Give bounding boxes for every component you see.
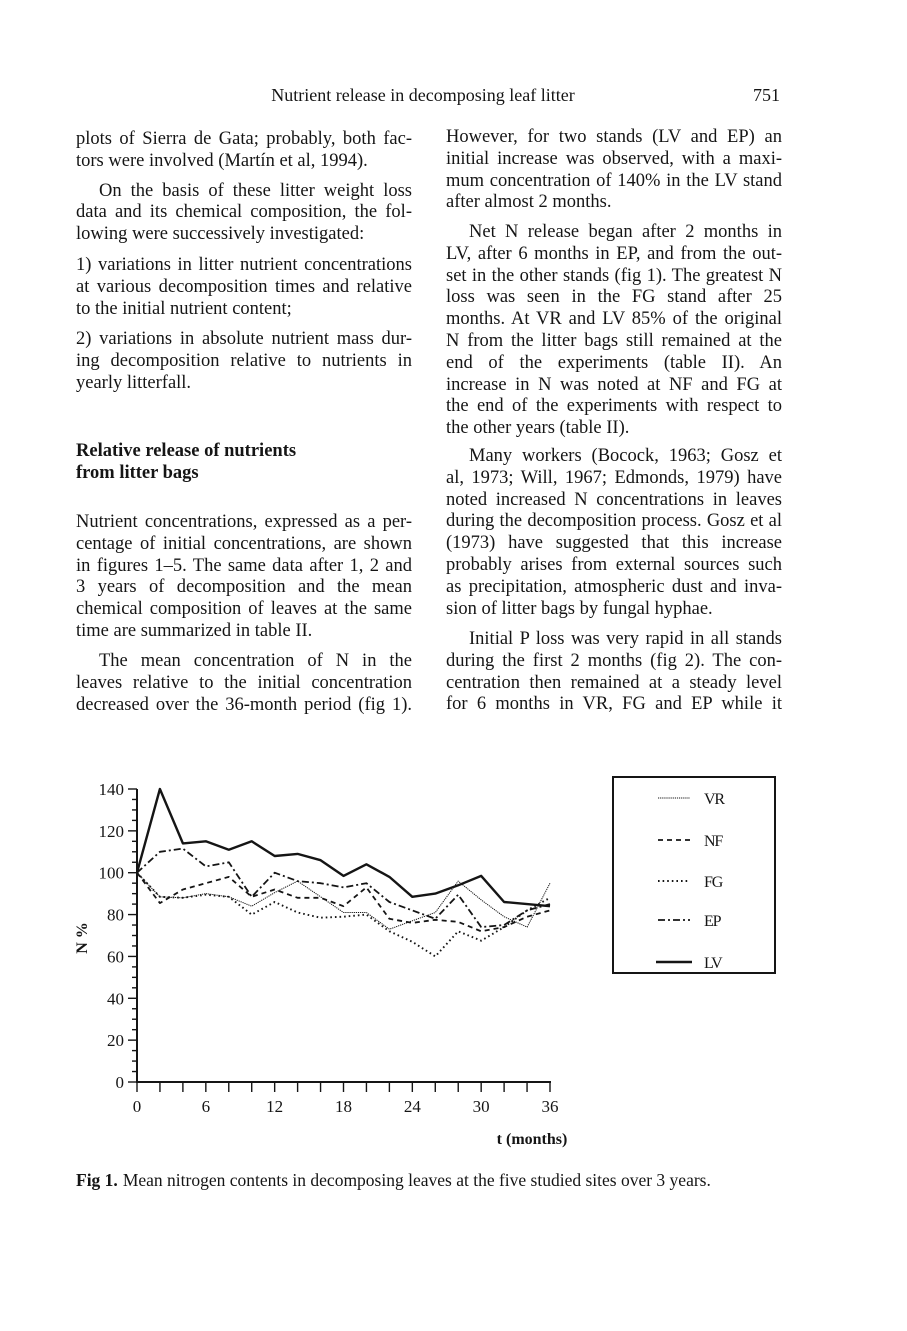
text-line: in figures 1–5. The same data after 1, 2 and — [76, 555, 412, 576]
text-line: lowing were successively investigated: — [76, 224, 365, 245]
paragraph — [76, 181, 412, 246]
text-line: chemical composition of leaves at the same — [76, 599, 412, 620]
x-tick-label: 18 — [335, 1097, 352, 1116]
figure-label: Fig 1. — [76, 1170, 118, 1190]
text-line: The mean concentration of N in the — [99, 651, 412, 671]
legend-label-vr: VR — [704, 791, 724, 808]
y-tick-label: 60 — [107, 947, 124, 967]
text-line: Many workers (Bocock, 1963; Gosz et — [469, 446, 782, 466]
text-line: end of the experiments (table II). An — [446, 352, 782, 373]
text-line: during the first 2 months (fig 2). The con- — [446, 650, 782, 671]
text-line: leaves relative to the initial concentration — [76, 672, 412, 693]
text-line: Nutrient concentrations, expressed as a per- — [76, 512, 412, 532]
list-item — [76, 255, 412, 320]
right-column — [446, 0, 782, 740]
text-line: yearly litterfall. — [76, 372, 192, 393]
text-line: loss was seen in the FG stand after 25 — [446, 287, 782, 308]
y-tick-label: 0 — [115, 1073, 124, 1092]
figure-caption-text: Mean nitrogen contents in decomposing leaves at the five studied sites over 3 years. — [122, 1170, 711, 1190]
text-line: ing decomposition relative to nutrients in — [76, 350, 412, 371]
series-line-nf — [137, 873, 550, 932]
list-item — [76, 329, 412, 394]
text-line: time are summarized in table II. — [76, 620, 313, 641]
text-line: at various decomposition times and relative — [76, 276, 412, 297]
text-line: sion of litter bags by fungal hyphae. — [446, 598, 713, 619]
text-line: decreased over the 36-month period (fig 1). — [76, 694, 412, 715]
paragraph — [446, 629, 782, 716]
heading-line: from litter bags — [76, 462, 199, 483]
text-line: for 6 months in VR, FG and EP while it — [446, 694, 782, 715]
paragraph — [446, 446, 782, 620]
y-tick-label: 80 — [107, 905, 124, 925]
series-line-ep — [137, 849, 550, 928]
paragraph — [446, 222, 782, 440]
text-line: tors were involved (Martín et al, 1994). — [76, 150, 368, 171]
section-heading — [76, 441, 412, 485]
x-tick-label: 36 — [541, 1097, 559, 1116]
heading-line: Relative release of nutrients — [76, 441, 297, 461]
paragraph — [76, 512, 412, 643]
text-line: On the basis of these litter weight loss — [99, 180, 412, 201]
text-line: LV, after 6 months in EP, and from the out- — [446, 243, 782, 264]
text-line: mum concentration of 140% in the LV stand — [446, 170, 782, 191]
legend-box — [613, 777, 775, 973]
text-line: after almost 2 months. — [446, 192, 612, 213]
text-line: N from the litter bags still remained at the — [446, 330, 782, 351]
text-line: centage of initial concentrations, are shown — [76, 533, 412, 554]
text-line: probably arises from external sources such — [446, 554, 782, 575]
y-tick-label: 120 — [98, 821, 124, 841]
x-axis-title: t (months) — [496, 1131, 568, 1148]
text-line: data and its chemical composition, the fol- — [76, 202, 412, 223]
text-line: 3 years of decomposition and the mean — [76, 577, 412, 598]
text-line: as precipitation, atmospheric dust and inva- — [446, 576, 782, 597]
text-line: months. At VR and LV 85% of the original — [446, 309, 782, 330]
text-line: increase in N was noted at NF and FG at — [446, 374, 782, 395]
left-column — [76, 0, 412, 740]
x-tick-label: 12 — [266, 1097, 284, 1116]
paragraph — [76, 651, 412, 716]
text-line: set in the other stands (fig 1). The greatest N — [446, 265, 782, 286]
y-tick-label: 20 — [107, 1031, 124, 1051]
nitrogen-line-chart — [0, 740, 907, 1180]
y-tick-label: 140 — [98, 780, 124, 799]
text-line: Net N release began after 2 months in — [469, 222, 782, 242]
text-line: noted increased N concentrations in leaves — [446, 489, 782, 510]
text-line: initial increase was observed, with a maxi- — [446, 148, 782, 169]
paragraph — [76, 129, 412, 173]
legend — [613, 777, 775, 973]
x-tick-label: 6 — [201, 1097, 211, 1116]
series-line-lv — [137, 789, 550, 906]
y-tick-label: 40 — [107, 989, 124, 1009]
text-line: the end of the experiments with respect to — [446, 396, 782, 417]
text-line: centration then remained at a steady level — [446, 672, 782, 693]
y-axis-title: N % — [74, 922, 91, 954]
text-line: However, for two stands (LV and EP) an — [446, 127, 782, 147]
page-number: 751 — [753, 85, 780, 105]
figure-caption — [76, 1169, 711, 1191]
series-group — [137, 789, 550, 956]
x-tick-label: 24 — [403, 1097, 421, 1116]
legend-label-lv: LV — [704, 955, 722, 972]
text-line: (1973) have suggested that this increase — [446, 533, 782, 554]
text-line: 2) variations in absolute nutrient mass dur- — [76, 329, 412, 349]
x-tick-label: 30 — [472, 1097, 490, 1116]
running-title: Nutrient release in decomposing leaf litter — [271, 85, 575, 105]
y-tick-label: 100 — [98, 863, 124, 883]
legend-label-fg: FG — [704, 874, 723, 891]
x-tick-label: 0 — [132, 1097, 142, 1116]
legend-label-ep: EP — [704, 913, 721, 930]
text-line: during the decomposition process. Gosz et al — [446, 511, 782, 532]
text-line: al, 1973; Will, 1967; Edmonds, 1979) have — [446, 467, 782, 488]
text-line: to the initial nutrient content; — [76, 298, 292, 319]
text-line: 1) variations in litter nutrient concentrations — [76, 255, 412, 275]
paragraph — [446, 127, 782, 214]
text-line: Initial P loss was very rapid in all stands — [469, 629, 782, 649]
text-line: the other years (table II). — [446, 418, 630, 439]
series-line-vr — [137, 873, 550, 930]
text-line: plots of Sierra de Gata; probably, both fac- — [76, 129, 412, 149]
legend-label-nf: NF — [704, 833, 723, 850]
